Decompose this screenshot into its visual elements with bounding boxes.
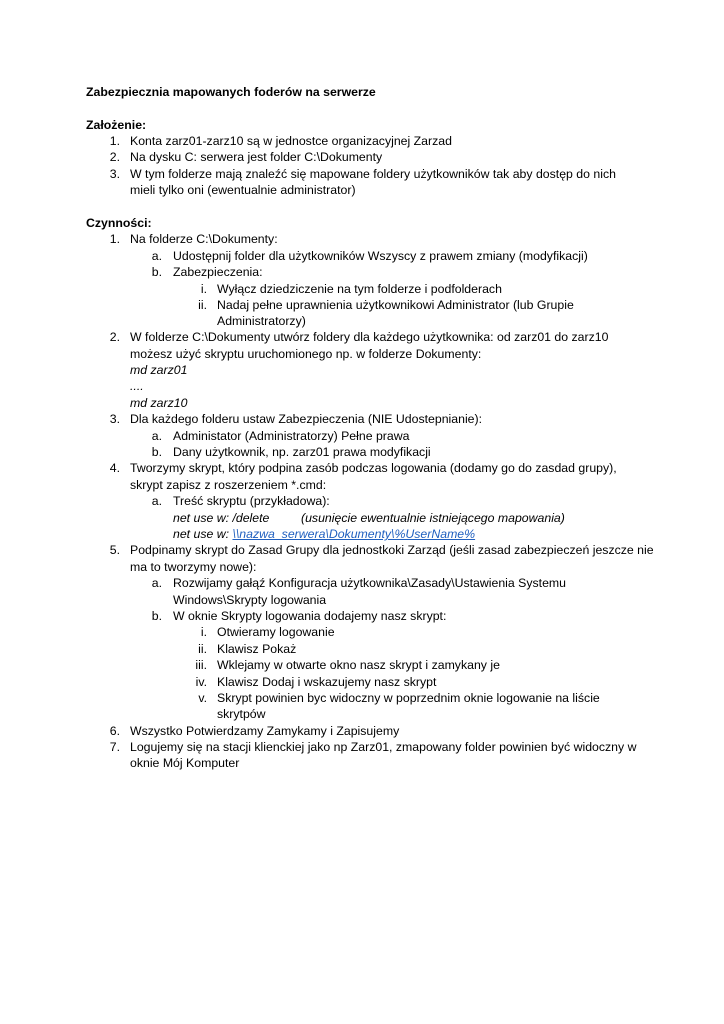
substep-text: Udostępnij folder dla użytkowników Wszyscy z prawem zmiany (modyfikacji) <box>173 249 588 263</box>
substep-marker: a. <box>151 429 162 443</box>
step-text: Podpinamy skrypt do Zasad Grupy dla jednostkoki Zarząd (jeśli zasad zabezpieczeń jeszcze nie <box>130 543 654 557</box>
step-text-continuation: ma to tworzymy nowe): <box>130 560 257 574</box>
roman-item-text: Klawisz Dodaj i wskazujemy nasz skrypt <box>217 675 437 689</box>
script-command: net use w: /delete <box>173 511 270 525</box>
roman-item-text: Klawisz Pokaż <box>217 642 297 656</box>
substep-text: Administator (Administratorzy) Pełne prawa <box>173 429 410 443</box>
roman-item-text: Skrypt powinien byc widoczny w poprzednim oknie logowanie na liście <box>217 691 600 705</box>
substep-marker: a. <box>151 494 162 508</box>
list-item-continuation: mieli tylko oni (ewentualnie administrator) <box>130 183 356 197</box>
step-text: Wszystko Potwierdzamy Zamykamy i Zapisujemy <box>130 724 400 738</box>
substep-marker: b. <box>151 609 162 623</box>
roman-marker: i. <box>200 282 207 296</box>
script-command-prefix: net use w: <box>173 527 233 541</box>
roman-marker: ii. <box>198 298 207 312</box>
step-number: 2. <box>109 330 120 344</box>
substep-marker: b. <box>151 445 162 459</box>
unc-path-link[interactable]: \\nazwa_serwera\Dokumenty\%UserName% <box>232 527 476 541</box>
step-number: 3. <box>109 412 120 426</box>
substep-text: Dany użytkownik, np. zarz01 prawa modyfikacji <box>173 445 431 459</box>
step-number: 4. <box>109 461 120 475</box>
code-line: md zarz01 <box>130 363 188 377</box>
step-text-continuation: skrypt zapisz z roszerzeniem *.cmd: <box>130 478 327 492</box>
step-text: Dla każdego folderu ustaw Zabezpieczenia (NIE Udostepnianie): <box>130 412 483 426</box>
substep-marker: b. <box>151 265 162 279</box>
list-item: Konta zarz01-zarz10 są w jednostce organizacyjnej Zarzad <box>130 134 452 148</box>
roman-marker: i. <box>200 625 207 639</box>
roman-item-text: Wklejamy w otwarte okno nasz skrypt i zamykany je <box>217 658 500 672</box>
step-number: 6. <box>109 724 120 738</box>
substep-marker: a. <box>151 576 162 590</box>
step-text: Tworzymy skrypt, który podpina zasób podczas logowania (dodamy go do zasdad grupy), <box>130 461 617 475</box>
steps-heading: Czynności: <box>86 216 152 230</box>
list-item: W tym folderze mają znaleźć się mapowane foldery użytkowników tak aby dostęp do nich <box>130 167 616 181</box>
substep-text: Treść skryptu (przykładowa): <box>173 494 330 508</box>
list-number: 1. <box>109 134 120 148</box>
roman-item-continuation: Administratorzy) <box>217 314 306 328</box>
substep-text: Rozwijamy gałąź Konfiguracja użytkownika\Zasady\Ustawienia Systemu <box>173 576 566 590</box>
roman-marker: v. <box>198 691 207 705</box>
step-text-continuation: możesz użyć skryptu uruchomionego np. w folderze Dokumenty: <box>130 347 482 361</box>
substep-text: W oknie Skrypty logowania dodajemy nasz skrypt: <box>173 609 447 623</box>
script-comment: (usunięcie ewentualnie istniejącego mapowania) <box>301 511 565 525</box>
step-number: 1. <box>109 232 120 246</box>
roman-item-text: Wyłącz dziedziczenie na tym folderze i podfolderach <box>217 282 502 296</box>
roman-item-text: Otwieramy logowanie <box>217 625 335 639</box>
document-title: Zabezpiecznia mapowanych foderów na serwerze <box>86 85 376 99</box>
roman-item-continuation: skrytpów <box>217 707 266 721</box>
step-text: Na folderze C:\Dokumenty: <box>130 232 278 246</box>
step-text-continuation: oknie Mój Komputer <box>130 756 240 770</box>
list-number: 2. <box>109 150 120 164</box>
step-text: Logujemy się na stacji klienckiej jako np Zarz01, zmapowany folder powinien być widoczny w <box>130 740 637 754</box>
step-text: W folderze C:\Dokumenty utwórz foldery dla każdego użytkownika: od zarz01 do zarz10 <box>130 330 609 344</box>
substep-marker: a. <box>151 249 162 263</box>
step-number: 5. <box>109 543 120 557</box>
list-number: 3. <box>109 167 120 181</box>
code-line: md zarz10 <box>130 396 188 410</box>
list-item: Na dysku C: serwera jest folder C:\Dokumenty <box>130 150 383 164</box>
substep-text: Zabezpieczenia: <box>173 265 263 279</box>
code-line: .... <box>130 379 144 393</box>
roman-marker: iv. <box>195 675 207 689</box>
roman-marker: ii. <box>198 642 207 656</box>
roman-marker: iii. <box>195 658 207 672</box>
script-command <box>173 527 475 542</box>
assumptions-heading: Założenie: <box>86 118 147 132</box>
roman-item-text: Nadaj pełne uprawnienia użytkownikowi Administrator (lub Grupie <box>217 298 574 312</box>
substep-text-continuation: Windows\Skrypty logowania <box>173 593 327 607</box>
step-number: 7. <box>109 740 120 754</box>
